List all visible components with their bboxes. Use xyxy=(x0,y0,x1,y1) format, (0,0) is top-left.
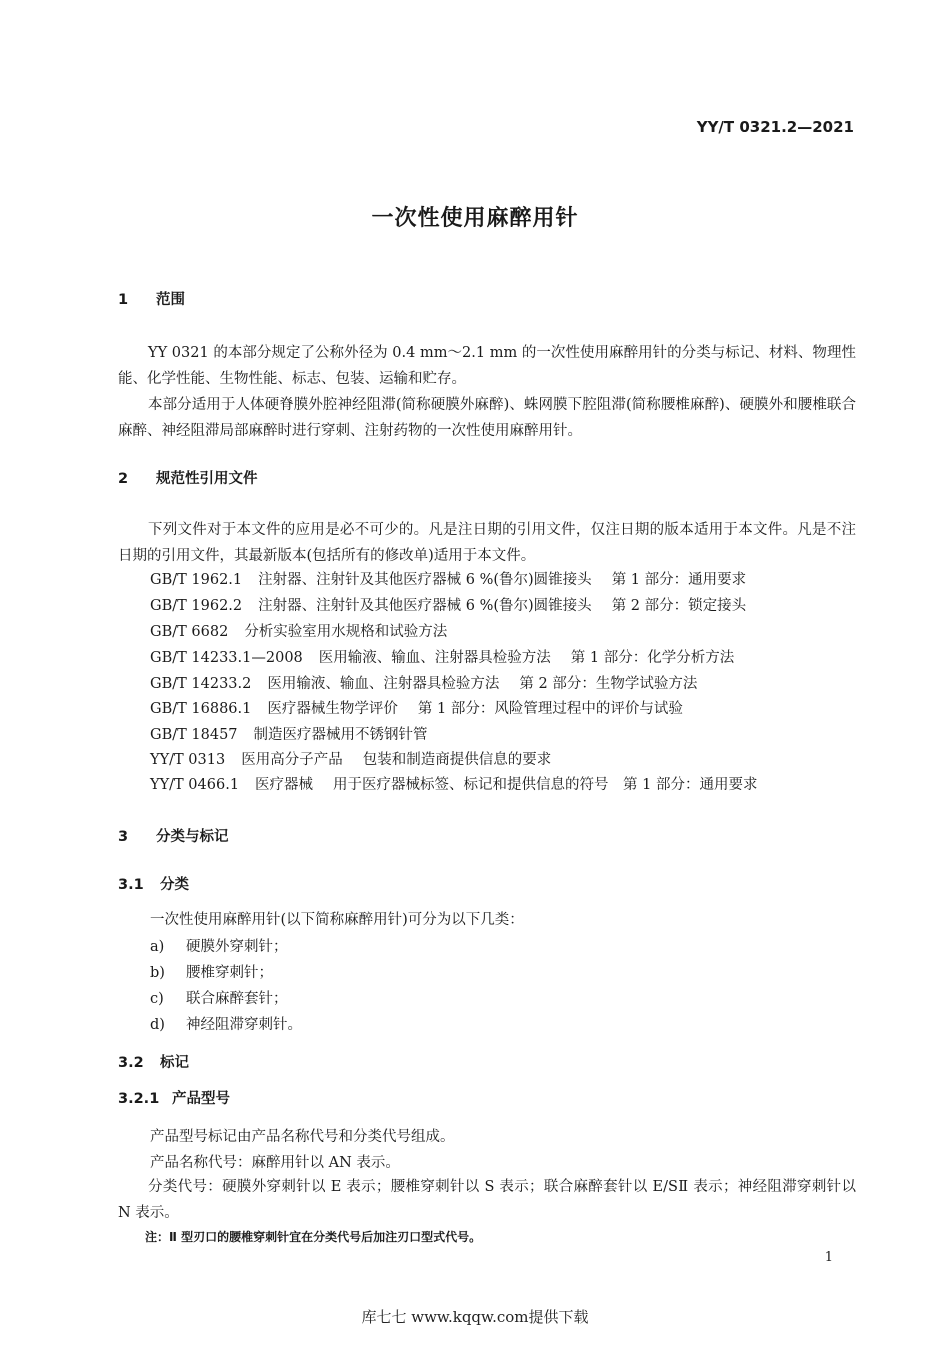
page-title: 一次性使用麻醉用针 xyxy=(371,206,579,231)
note: 注：Ⅱ 型刃口的腰椎穿刺针宜在分类代号后加注刃口型式代号。 xyxy=(145,1230,482,1244)
reference-title: 医疗器械 xyxy=(255,777,314,793)
list-text: 联合麻醉套针； xyxy=(186,991,288,1007)
reference-title: 制造医疗器械用不锈钢针管 xyxy=(253,727,428,743)
section-3-2-1-heading xyxy=(118,1087,230,1108)
references-intro: 下列文件对于本文件的应用是必不可少的。凡是注日期的引用文件，仅注日期的版本适用于本文件。凡是不注日期的引用文件，其最新版本(包括所有的修改单)适用于本文件。 xyxy=(118,522,856,564)
list-text: 硬膜外穿刺针； xyxy=(186,939,288,955)
section-1-heading xyxy=(118,288,185,309)
list-marker: c) xyxy=(150,991,164,1007)
standard-number: YY/T 0321.2—2021 xyxy=(696,118,854,136)
list-item xyxy=(150,987,288,1008)
reference-code: GB/T 14233.2 xyxy=(150,676,252,692)
reference-item xyxy=(150,672,697,693)
classification-intro: 一次性使用麻醉用针(以下简称麻醉用针)可分为以下几类： xyxy=(150,912,524,928)
reference-title: 医疗器械生物学评价 xyxy=(267,701,398,717)
reference-part: 包装和制造商提供信息的要求 xyxy=(362,752,552,768)
reference-code: GB/T 14233.1—2008 xyxy=(150,650,303,666)
section-title: 规范性引用文件 xyxy=(156,471,258,487)
reference-part: 第 1 部分：通用要求 xyxy=(611,572,747,588)
section-number: 1 xyxy=(118,292,129,308)
reference-item xyxy=(150,748,551,769)
reference-item xyxy=(150,646,734,667)
reference-code: GB/T 1962.2 xyxy=(150,598,243,614)
list-marker: d) xyxy=(150,1017,165,1033)
section-title: 分类 xyxy=(160,877,189,893)
model-paragraph-2: 产品名称代号：麻醉用针以 AN 表示。 xyxy=(150,1155,400,1171)
section-number: 3.1 xyxy=(118,877,144,893)
section-3-2-heading xyxy=(118,1051,189,1072)
list-item xyxy=(150,961,273,982)
reference-item xyxy=(150,620,467,641)
reference-part: 第 1 部分：化学分析方法 xyxy=(570,650,735,666)
section-title: 分类与标记 xyxy=(156,829,229,845)
reference-code: YY/T 0466.1 xyxy=(150,777,240,793)
reference-code: GB/T 16886.1 xyxy=(150,701,252,717)
list-text: 神经阻滞穿刺针。 xyxy=(186,1017,302,1033)
model-paragraph-3: 分类代号：硬膜外穿刺针以 E 表示；腰椎穿刺针以 S 表示；联合麻醉套针以 E/SⅡ 表示；神经阻滞穿刺针以 N 表示。 xyxy=(118,1179,856,1221)
scope-paragraph-2: 本部分适用于人体硬脊膜外腔神经阻滞(简称硬膜外麻醉)、蛛网膜下腔阻滞(简称腰椎麻醉)、硬膜外和腰椎联合麻醉、神经阻滞局部麻醉时进行穿刺、注射药物的一次性使用麻醉用针。 xyxy=(118,397,856,439)
reference-part: 第 2 部分：生物学试验方法 xyxy=(519,676,698,692)
section-number: 3.2 xyxy=(118,1055,144,1071)
reference-title: 注射器、注射针及其他医疗器械 6 %(鲁尔)圆锥接头 xyxy=(258,598,592,614)
scope-paragraph-1: YY 0321 的本部分规定了公称外径为 0.4 mm～2.1 mm 的一次性使用麻醉用针的分类与标记、材料、物理性能、化学性能、生物性能、标志、包装、运输和贮存。 xyxy=(118,345,856,387)
reference-item xyxy=(150,568,746,589)
reference-part: 用于医疗器械标签、标记和提供信息的符号 第 1 部分：通用要求 xyxy=(333,777,758,793)
section-2-heading xyxy=(118,467,258,488)
list-marker: b) xyxy=(150,965,165,981)
reference-part: 第 1 部分：风险管理过程中的评价与试验 xyxy=(417,701,683,717)
section-title: 范围 xyxy=(156,292,185,308)
reference-title: 注射器、注射针及其他医疗器械 6 %(鲁尔)圆锥接头 xyxy=(258,572,592,588)
section-3-1-heading xyxy=(118,873,189,894)
download-footer: 库七七 www.kqqw.com提供下载 xyxy=(361,1308,589,1326)
section-title: 标记 xyxy=(160,1055,189,1071)
reference-title: 医用高分子产品 xyxy=(241,752,343,768)
reference-code: GB/T 18457 xyxy=(150,727,238,743)
reference-item xyxy=(150,773,758,794)
reference-code: GB/T 1962.1 xyxy=(150,572,243,588)
list-item xyxy=(150,935,288,956)
reference-item xyxy=(150,723,448,744)
section-3-heading xyxy=(118,825,229,846)
page-number: 1 xyxy=(824,1250,833,1265)
reference-title: 医用输液、输血、注射器具检验方法 xyxy=(318,650,551,666)
reference-title: 分析实验室用水规格和试验方法 xyxy=(244,624,448,640)
list-text: 腰椎穿刺针； xyxy=(186,965,273,981)
reference-item xyxy=(150,594,746,615)
section-number: 3 xyxy=(118,829,129,845)
section-number: 3.2.1 xyxy=(118,1091,160,1107)
section-number: 2 xyxy=(118,471,129,487)
reference-title: 医用输液、输血、注射器具检验方法 xyxy=(267,676,500,692)
list-marker: a) xyxy=(150,939,165,955)
reference-code: YY/T 0313 xyxy=(150,752,226,768)
section-title: 产品型号 xyxy=(172,1091,230,1107)
reference-item xyxy=(150,697,683,718)
model-paragraph-1: 产品型号标记由产品名称代号和分类代号组成。 xyxy=(150,1129,455,1145)
reference-part: 第 2 部分：锁定接头 xyxy=(611,598,747,614)
list-item xyxy=(150,1013,302,1034)
reference-code: GB/T 6682 xyxy=(150,624,229,640)
